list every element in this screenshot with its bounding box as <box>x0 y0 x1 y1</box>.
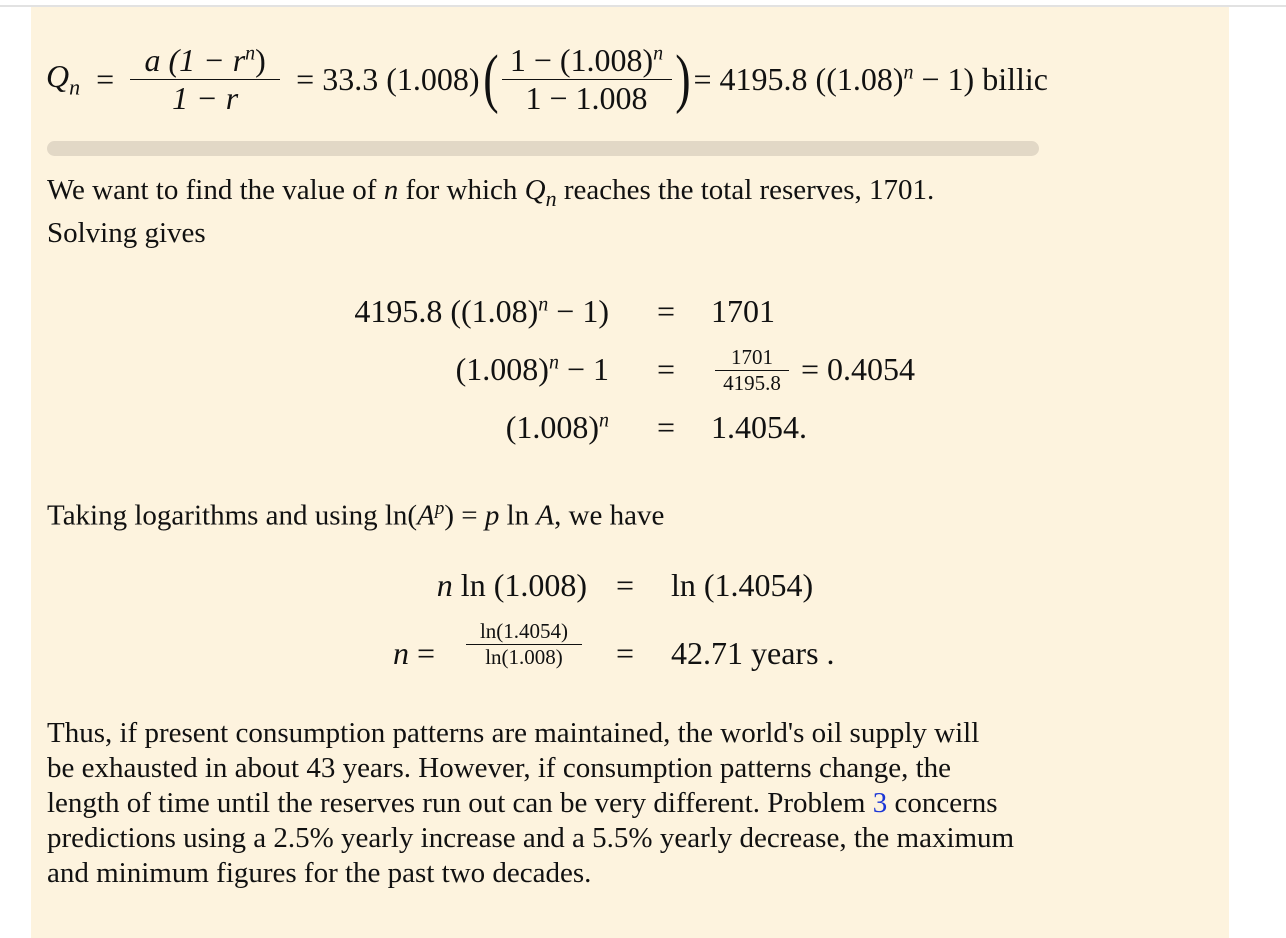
fraction-1008: $\frac{1 - (1.008)^n}{1 - 1.008}$ <box>502 42 672 117</box>
paragraph-find-n: We want to find the value of n for which $Q_n$ reaches the total reserves, 1701. Solving gives <box>47 174 935 249</box>
equation-row-2: $(1.008)^n - 1$ = 1701 4195.8 = 0.4054 <box>455 345 916 395</box>
problem-3-link[interactable]: 3 <box>872 787 888 819</box>
q-n-symbol: $Q_n$ <box>46 57 81 100</box>
equation-row-1: 4195.8 $((1.08)^n - 1)$ = 1701 <box>354 293 775 329</box>
top-equation <box>46 29 1048 129</box>
fraction-ln-ratio: ln(1.4054) ln(1.008) <box>466 619 582 670</box>
middle-expression: = 33.3 (1.008) <box>296 60 480 97</box>
fraction-denominator: 1 − r <box>172 79 239 116</box>
content-panel <box>31 7 1229 938</box>
left-paren: ( <box>482 42 499 115</box>
horizontal-scrollbar[interactable] <box>47 141 1039 156</box>
paragraph-logarithms: Taking logarithms and using $\ln(A^p) = p$ ln A, we have <box>47 498 665 532</box>
rhs-expression: = 4195.8 $((1.08)^n - 1)$ billic <box>693 60 1048 97</box>
right-paren: ) <box>674 42 691 115</box>
equation-log-row-1: n ln (1.008) = ln (1.4054) <box>436 567 814 603</box>
equals-sign: = <box>96 60 115 97</box>
equation-log-row-2: n = ln(1.4054) ln(1.008) = 42.71 years . <box>393 619 835 671</box>
equation-row-3: $(1.008)^n$ = 1.4054. <box>505 409 807 445</box>
fraction-numerator: a $(1 - r^n)$ <box>144 41 266 78</box>
fraction-1701-over-4195: 1701 4195.8 <box>715 345 789 396</box>
fraction-geometric-sum <box>130 42 280 117</box>
paragraph-conclusion: Thus, if present consumption patterns are maintained, the world's oil supply will be exhausted in about 43 years. However, if consumption patterns change, the length of time until the reserves run out can be very different. Problem 3 concerns predictions using a 2.5% yearly increase and a 5.5% yearly decrease, the maximum and minimum figures for the past two decades. <box>47 717 1015 889</box>
